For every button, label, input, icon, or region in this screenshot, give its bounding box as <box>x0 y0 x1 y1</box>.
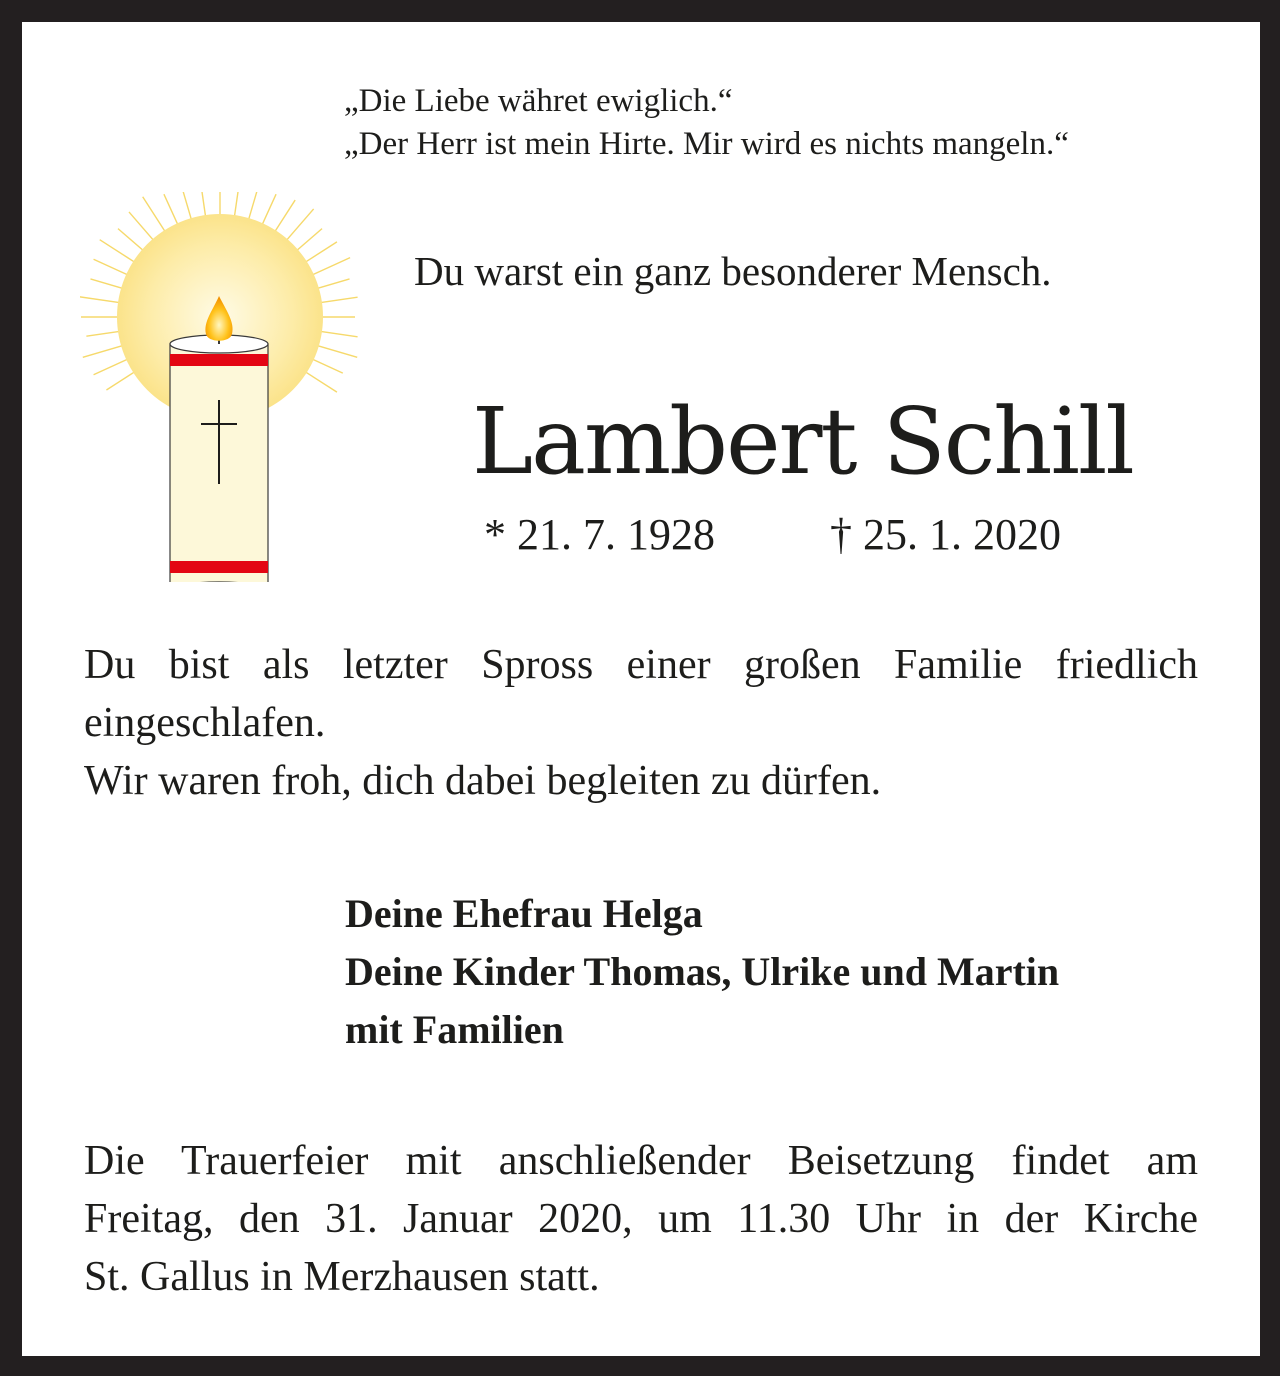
farewell-message <box>84 636 1198 810</box>
light-ray <box>248 192 260 221</box>
notice-line: Die Trauerfeier mit anschließender Beisetzung findet am <box>84 1138 1198 1184</box>
light-ray <box>304 371 337 392</box>
light-ray <box>94 259 129 275</box>
light-ray <box>200 192 206 218</box>
bible-quotes <box>344 80 1069 166</box>
quote-line: „Der Herr ist mein Hirte. Mir wird es nichts mangeln.“ <box>344 126 1069 162</box>
light-ray <box>262 194 277 226</box>
message-line: Wir waren froh, dich dabei begleiten zu dürfen. <box>84 758 882 804</box>
light-ray <box>296 229 322 252</box>
light-ray <box>129 212 155 241</box>
light-ray <box>319 297 358 303</box>
obituary-card <box>22 22 1260 1356</box>
light-ray <box>316 279 350 289</box>
light-ray <box>86 331 121 336</box>
death-date: † 25. 1. 2020 <box>830 510 1061 559</box>
message-line: eingeschlafen. <box>84 700 326 746</box>
light-ray <box>100 240 136 263</box>
light-ray <box>181 192 192 221</box>
notice-line: Freitag, den 31. Januar 2020, um 11.30 Uhr in der Kirche <box>84 1196 1198 1242</box>
mourner-line: mit Familien <box>345 1007 564 1052</box>
light-ray <box>90 279 124 289</box>
quote-line: „Die Liebe währet ewiglich.“ <box>344 83 733 119</box>
light-ray <box>143 197 166 233</box>
mourner-line: Deine Kinder Thomas, Ulrike und Martin <box>345 949 1060 994</box>
light-ray <box>311 258 350 276</box>
light-ray <box>118 229 144 252</box>
deceased-name: Lambert Schill <box>472 388 1133 495</box>
light-ray <box>83 345 124 357</box>
light-ray <box>285 209 313 241</box>
mourner-line: Deine Ehefrau Helga <box>345 891 703 936</box>
light-ray <box>80 297 121 303</box>
birth-date: * 21. 7. 1928 <box>484 510 715 559</box>
light-ray <box>311 359 343 374</box>
light-ray <box>234 192 240 218</box>
light-ray <box>94 359 129 375</box>
light-ray <box>106 371 135 390</box>
candle-icon <box>80 192 370 582</box>
light-ray <box>164 194 179 226</box>
funeral-notice <box>84 1132 1198 1306</box>
light-ray <box>316 345 357 357</box>
light-ray <box>274 200 295 233</box>
message-line: Du bist als letzter Spross einer großen Familie friedlich <box>84 642 1198 688</box>
light-ray <box>319 331 358 337</box>
light-ray <box>304 242 337 263</box>
mourners-list <box>345 885 1059 1059</box>
notice-line: St. Gallus in Merzhausen statt. <box>84 1254 600 1300</box>
tagline: Du warst ein ganz besonderer Mensch. <box>414 248 1052 294</box>
